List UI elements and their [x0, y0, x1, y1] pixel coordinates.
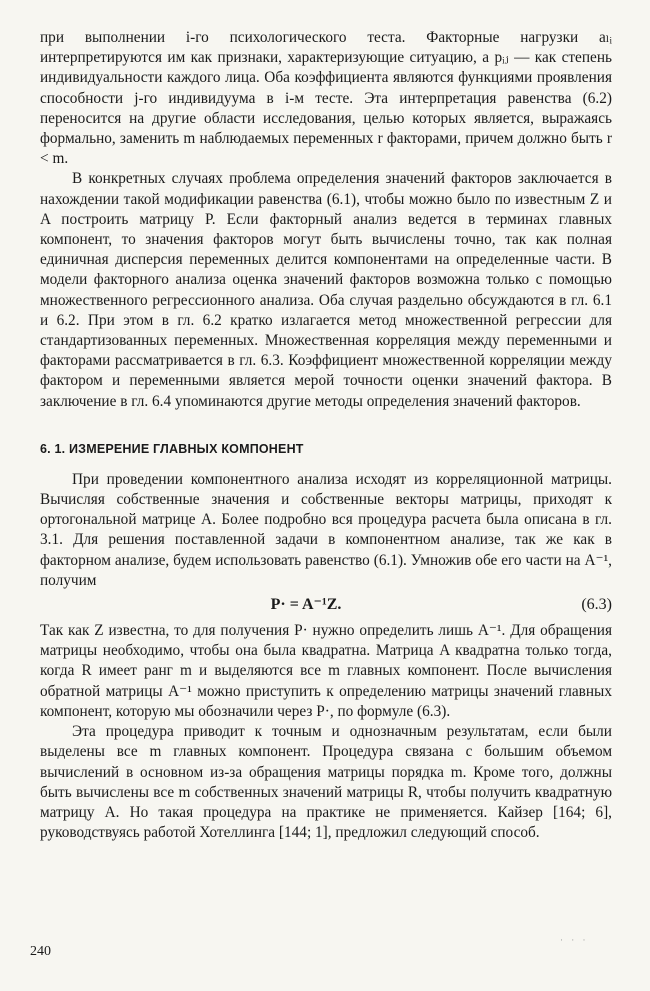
section-heading: 6. 1. ИЗМЕРЕНИЕ ГЛАВНЫХ КОМПОНЕНТ — [40, 441, 304, 456]
equation-body: P· = A⁻¹Z. — [270, 596, 342, 614]
paragraph-inverse-matrix: Так как Z известна, то для получения P· нужно определить лишь A⁻¹. Для обращения матрицы необходимо, чтобы она была квадратна. Матрица A квадратна только тогда, когда R имеет ранг m и выделяются все m главных компонент. После вычисления обратной матрицы A⁻¹ можно приступить к определению матрицы значений главных компонент, которую мы обозначили через P·, по формуле (6.3). — [40, 622, 612, 720]
paragraph-component-analysis: При проведении компонентного анализа исходят из корреляционной матрицы. Вычисляя собственные значения и собственные векторы матрицы, приходят к ортогональной матрице A. Более подробно вся процедура расчета была описана в гл. 3.1. Для решения поставленной задачи в компонентном анализе, так же как в факторном анализе, будем использовать равенство (6.1). Умножив обе его части на A⁻¹, получим — [40, 470, 612, 589]
page-content — [40, 28, 612, 843]
scan-speck: · · · — [560, 935, 589, 945]
paragraph-continuation: при выполнении i-го психологического теста. Факторные нагрузки aₗᵢ интерпретируются им как признаки, характеризующие ситуацию, а pᵢⱼ — как степень индивидуальности каждого лица. Оба коэффициента являются функциями проявления способности j-го индивидуума в i-м тесте. Эта интерпретация равенства (6.2) переносится на другие области исследования, целью которых является, выражаясь формально, заменить m наблюдаемых переменных r факторами, причем должно быть r < m. — [40, 29, 612, 168]
equation-number: (6.3) — [581, 596, 612, 614]
equation-6-3 — [40, 591, 612, 619]
paragraph-factor-values: В конкретных случаях проблема определения значений факторов заключается в нахождении такой модификации равенства (6.1), чтобы можно было по известным Z и A построить матрицу P. Если факторный анализ ведется в терминах главных компонент, то значения факторов могут быть вычислены точно, так как полная единичная дисперсия переменных делится компонентами на определенные части. В модели факторного анализа оценка значений факторов возможна только с помощью множественного регрессионного анализа. Оба случая раздельно обсуждаются в гл. 6.1 и 6.2. При этом в гл. 6.2 кратко излагается метод множественной регрессии для стандартизованных переменных. Множественная корреляция между переменными и факторами рассматривается в гл. 6.3. Коэффициент множественной корреляции между фактором и переменными является мерой точности оценки значений фактора. В заключение в гл. 6.4 упоминаются другие методы определения значений факторов. — [40, 170, 612, 410]
page-number: 240 — [30, 944, 51, 959]
paragraph-procedure: Эта процедура приводит к точным и однозначным результатам, если были выделены все m главных компонент. Процедура связана с большим объемом вычислений в основном из-за обращения матрицы порядка m. Кроме того, должны быть вычислены все m собственных значений матрицы R, чтобы получить квадратную матрицу A. Но такая процедура на практике не применяется. Кайзер [164; 6], руководствуясь работой Хотеллинга [144; 1], предложил следующий способ. — [40, 723, 612, 842]
